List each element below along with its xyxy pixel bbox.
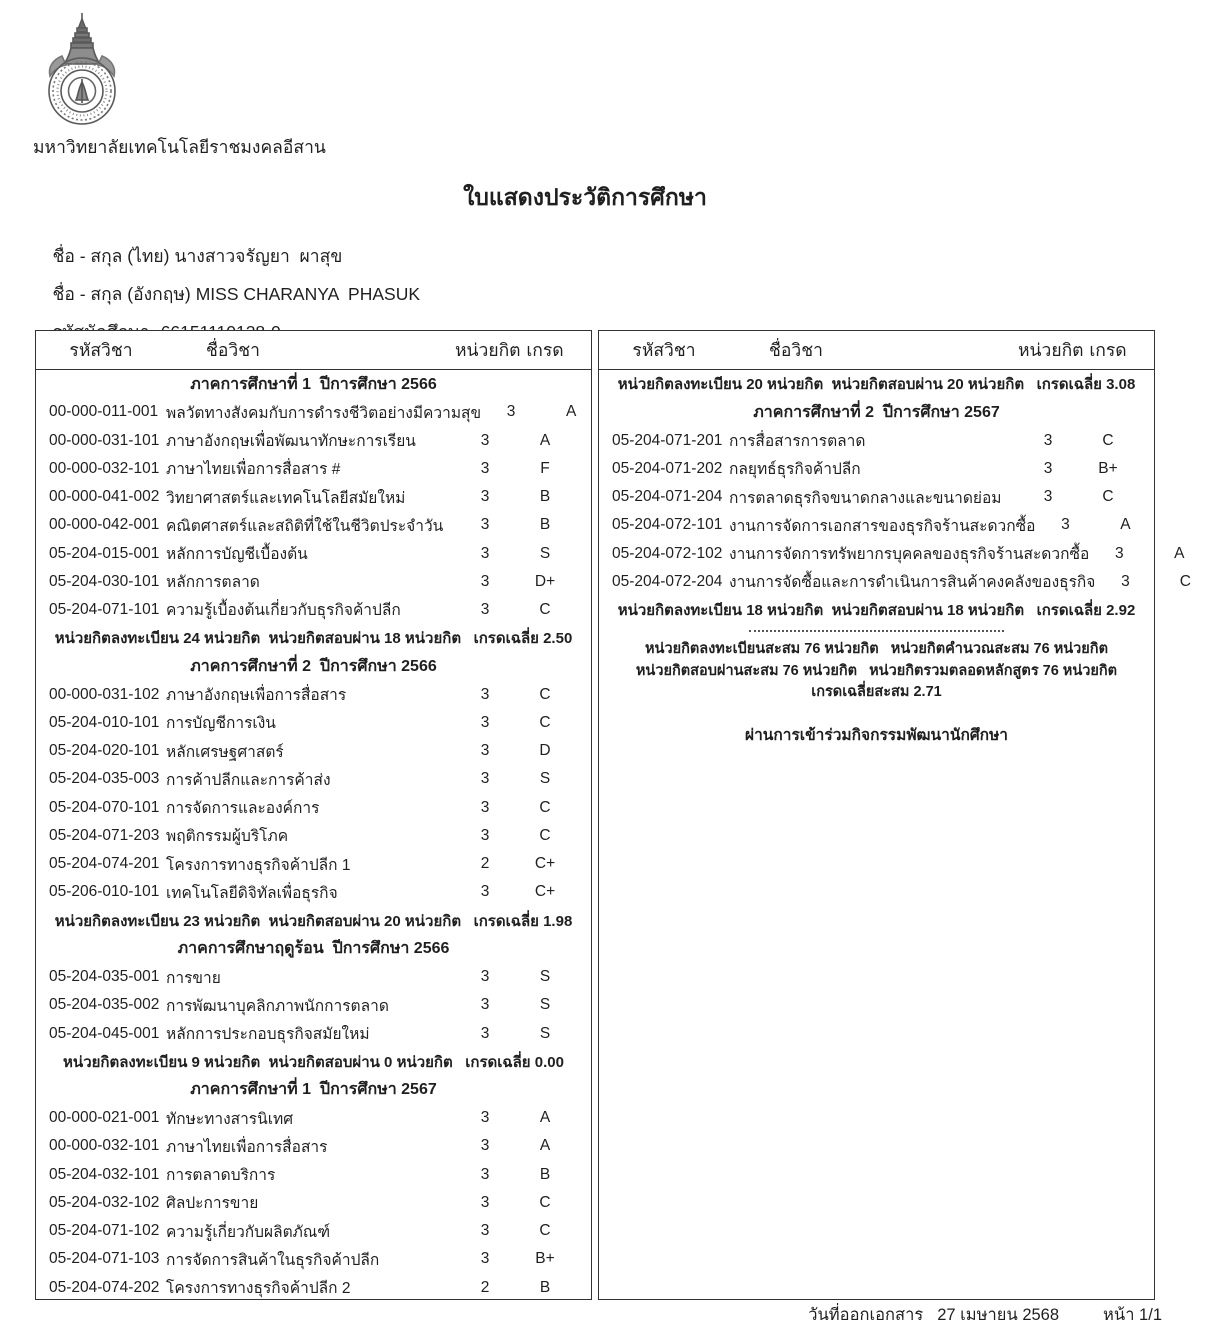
course-name: หลักการประกอบธุรกิจสมัยใหม่ xyxy=(166,1026,370,1043)
course-grade: A xyxy=(565,403,577,421)
activity-status: ผ่านการเข้าร่วมกิจกรรมพัฒนานักศึกษา xyxy=(744,726,1008,744)
column-header-course-name: ชื่อวิชา xyxy=(769,340,823,360)
column-header-grade: เกรด xyxy=(526,340,564,360)
course-grade: C xyxy=(539,713,551,731)
course-row xyxy=(36,681,591,709)
course-name: การตลาดธุรกิจขนาดกลางและขนาดย่อม xyxy=(729,489,1002,507)
cumulative-summary-line: หน่วยกิตสอบผ่านสะสม 76 หน่วยกิต หน่วยกิตรวมตลอดหลักสูตร 76 หน่วยกิต xyxy=(635,662,1118,679)
document-footer xyxy=(0,1302,1162,1328)
student-name-thai-label: ชื่อ - สกุล (ไทย) xyxy=(52,246,170,266)
dotted-line xyxy=(749,630,1004,632)
course-credit: 3 xyxy=(1121,572,1130,590)
course-grade: A xyxy=(539,1137,551,1155)
course-code: 05-204-071-203 xyxy=(49,826,160,844)
course-row xyxy=(36,709,591,737)
course-name: โครงการทางธุรกิจค้าปลีก 1 xyxy=(166,856,351,874)
table-header xyxy=(599,331,1154,370)
course-name: หลักการตลาด xyxy=(166,574,260,592)
course-name: โครงการทางธุรกิจค้าปลีก 2 xyxy=(166,1280,351,1298)
course-code: 00-000-032-101 xyxy=(49,459,160,477)
course-grade: C xyxy=(539,685,551,703)
course-name: กลยุทธ์ธุรกิจค้าปลีก xyxy=(729,461,861,479)
course-grade: C xyxy=(539,600,551,618)
course-grade: A xyxy=(539,431,551,449)
course-row xyxy=(36,1245,591,1273)
course-code: 05-204-010-101 xyxy=(49,713,160,731)
course-name: วิทยาศาสตร์และเทคโนโลยีสมัยใหม่ xyxy=(166,489,406,507)
course-row xyxy=(36,1217,591,1245)
course-code: 00-000-031-102 xyxy=(49,685,160,703)
course-name: งานการจัดการเอกสารของธุรกิจร้านสะดวกซื้อ xyxy=(729,517,1036,535)
course-name: ทักษะทางสารนิเทศ xyxy=(166,1110,294,1128)
course-credit: 3 xyxy=(480,1109,490,1127)
course-grade: S xyxy=(539,1024,551,1042)
course-credit: 3 xyxy=(1043,459,1053,477)
course-row xyxy=(599,568,1191,596)
course-code: 05-204-015-001 xyxy=(49,544,160,562)
transcript-tables xyxy=(35,330,1191,1300)
course-grade: C xyxy=(539,798,551,816)
course-row xyxy=(599,511,1154,539)
course-name: การค้าปลีกและการค้าส่ง xyxy=(166,771,331,789)
course-code: 05-204-020-101 xyxy=(49,742,160,760)
course-row xyxy=(599,455,1154,483)
course-row xyxy=(36,991,591,1019)
course-credit: 3 xyxy=(480,1137,490,1155)
course-credit: 3 xyxy=(1043,431,1053,449)
course-grade: B+ xyxy=(1098,459,1118,477)
semester-summary: หน่วยกิตลงทะเบียน 18 หน่วยกิต หน่วยกิตสอบผ่าน 18 หน่วยกิต เกรดเฉลี่ย 2.92 xyxy=(617,601,1136,619)
column-header-course-code: รหัสวิชา xyxy=(632,340,696,360)
course-name: การจัดการและองค์การ xyxy=(166,800,320,818)
course-credit: 3 xyxy=(480,742,490,760)
course-grade: B+ xyxy=(535,1250,555,1268)
course-grade: B xyxy=(539,1165,551,1183)
transcript-table-left xyxy=(35,330,592,1300)
course-code: 05-204-071-202 xyxy=(612,459,723,477)
course-grade: B xyxy=(539,488,551,506)
issue-date-value: 27 เมษายน 2568 xyxy=(937,1306,1060,1324)
course-grade: C xyxy=(1102,488,1114,506)
university-name: มหาวิทยาลัยเทคโนโลยีราชมงคลอีสาน xyxy=(33,137,326,157)
cumulative-summary xyxy=(599,638,1154,704)
course-row xyxy=(36,398,591,426)
course-row xyxy=(36,963,591,991)
course-grade: C xyxy=(539,1193,551,1211)
course-grade: C xyxy=(1102,431,1114,449)
course-row xyxy=(36,765,591,793)
course-code: 05-204-071-101 xyxy=(49,600,160,618)
student-name-english-value: MISS CHARANYA PHASUK xyxy=(195,284,421,304)
student-name-english-label: ชื่อ - สกุล (อังกฤษ) xyxy=(52,284,191,304)
course-credit: 3 xyxy=(480,1193,490,1211)
course-credit: 3 xyxy=(480,431,490,449)
semester-summary: หน่วยกิตลงทะเบียน 9 หน่วยกิต หน่วยกิตสอบผ่าน 0 หน่วยกิต เกรดเฉลี่ย 0.00 xyxy=(63,1053,564,1071)
course-credit: 3 xyxy=(480,544,490,562)
course-credit: 3 xyxy=(480,600,490,618)
course-name: การพัฒนาบุคลิกภาพนักการตลาด xyxy=(166,997,389,1015)
course-code: 05-204-072-101 xyxy=(612,516,723,534)
course-code: 05-204-035-003 xyxy=(49,770,160,788)
semester-section-header: ภาคการศึกษาที่ 1 ปีการศึกษา 2567 xyxy=(190,1081,437,1099)
course-name: หลักการบัญชีเบื้องต้น xyxy=(166,546,308,564)
cumulative-summary-line: เกรดเฉลี่ยสะสม 2.71 xyxy=(811,684,942,701)
course-name: การจัดการสินค้าในธุรกิจค้าปลีก xyxy=(166,1251,380,1269)
course-row xyxy=(599,483,1154,511)
course-name: ศิลปะการขาย xyxy=(166,1195,259,1213)
course-name: พลวัตทางสังคมกับการดำรงชีวิตอย่างมีความสุข xyxy=(166,404,482,422)
column-header-credit: หน่วยกิต xyxy=(455,340,521,360)
document-title: ใบแสดงประวัติการศึกษา xyxy=(463,184,707,210)
column-header-credit: หน่วยกิต xyxy=(1018,340,1084,360)
course-credit: 3 xyxy=(1114,544,1124,562)
course-name: การขาย xyxy=(166,969,221,987)
course-code: 05-204-071-103 xyxy=(49,1250,160,1268)
course-name: งานการจัดซื้อและการดำเนินการสินค้าคงคลังของธุรกิจ xyxy=(729,574,1096,592)
course-name: การบัญชีการเงิน xyxy=(166,715,276,733)
course-credit: 3 xyxy=(480,1250,490,1268)
course-grade: C+ xyxy=(534,855,556,873)
course-code: 05-204-074-201 xyxy=(49,855,160,873)
dotted-divider xyxy=(599,624,1154,638)
course-row xyxy=(36,822,591,850)
course-code: 05-204-071-204 xyxy=(612,488,723,506)
table-body-left xyxy=(36,370,591,1302)
course-code: 00-000-042-001 xyxy=(49,516,160,534)
course-credit: 3 xyxy=(506,403,516,421)
course-credit: 3 xyxy=(480,488,490,506)
transcript-table-right xyxy=(598,330,1191,1300)
course-code: 05-206-010-101 xyxy=(49,883,160,901)
course-name: คณิตศาสตร์และสถิติที่ใช้ในชีวิตประจำวัน xyxy=(166,517,444,535)
course-code: 05-204-030-101 xyxy=(49,572,160,590)
course-credit: 2 xyxy=(480,1278,490,1296)
page-number: หน้า 1/1 xyxy=(1103,1306,1162,1324)
course-row xyxy=(36,794,591,822)
semester-section-header: ภาคการศึกษาฤดูร้อน ปีการศึกษา 2566 xyxy=(177,940,450,958)
course-code: 05-204-072-102 xyxy=(612,544,723,562)
course-credit: 3 xyxy=(480,459,490,477)
student-name-thai-value: นางสาวจรัญยา ผาสุข xyxy=(174,246,343,266)
course-name: ภาษาไทยเพื่อการสื่อสาร # xyxy=(166,461,341,479)
course-credit: 3 xyxy=(480,798,490,816)
course-code: 00-000-041-002 xyxy=(49,488,160,506)
semester-summary: หน่วยกิตลงทะเบียน 23 หน่วยกิต หน่วยกิตสอบผ่าน 20 หน่วยกิต เกรดเฉลี่ย 1.98 xyxy=(54,912,573,930)
course-grade: D+ xyxy=(534,572,556,590)
course-row xyxy=(599,426,1154,454)
course-credit: 3 xyxy=(480,1222,490,1240)
course-name: ความรู้เกี่ยวกับผลิตภัณฑ์ xyxy=(166,1223,331,1241)
course-code: 00-000-011-001 xyxy=(49,403,159,421)
course-name: งานการจัดการทรัพยากรบุคคลของธุรกิจร้านสะดวกซื้อ xyxy=(729,546,1090,564)
course-row xyxy=(36,878,591,906)
course-row xyxy=(36,737,591,765)
course-name: พฤติกรรมผู้บริโภค xyxy=(166,828,289,846)
course-row xyxy=(36,1161,591,1189)
course-code: 05-204-072-204 xyxy=(612,572,723,590)
semester-summary: หน่วยกิตลงทะเบียน 20 หน่วยกิต หน่วยกิตสอบผ่าน 20 หน่วยกิต เกรดเฉลี่ย 3.08 xyxy=(617,376,1136,394)
course-grade: C xyxy=(539,826,551,844)
university-seal-logo xyxy=(38,12,126,127)
course-credit: 3 xyxy=(1061,516,1070,534)
course-grade: A xyxy=(1174,544,1185,562)
course-grade: S xyxy=(539,770,551,788)
column-header-course-code: รหัสวิชา xyxy=(69,340,133,360)
course-code: 00-000-021-001 xyxy=(49,1109,160,1127)
course-grade: A xyxy=(539,1109,551,1127)
table-body-right xyxy=(599,370,1191,1299)
course-code: 05-204-045-001 xyxy=(49,1024,160,1042)
cumulative-summary-line: หน่วยกิตลงทะเบียนสะสม 76 หน่วยกิต หน่วยกิตคำนวณสะสม 76 หน่วยกิต xyxy=(645,641,1108,658)
course-row xyxy=(36,483,591,511)
course-name: เทคโนโลยีดิจิทัลเพื่อธุรกิจ xyxy=(166,884,338,902)
university-seal-icon xyxy=(38,12,126,127)
issue-date-label: วันที่ออกเอกสาร xyxy=(808,1306,924,1324)
course-credit: 3 xyxy=(480,685,490,703)
course-credit: 3 xyxy=(1043,488,1053,506)
course-row xyxy=(36,1104,591,1132)
course-grade: F xyxy=(540,459,550,477)
course-code: 05-204-032-101 xyxy=(49,1165,160,1183)
column-header-course-name: ชื่อวิชา xyxy=(206,340,260,360)
course-credit: 3 xyxy=(480,826,490,844)
course-row xyxy=(36,850,591,878)
course-row xyxy=(599,539,1185,567)
course-name: ภาษาอังกฤษเพื่อพัฒนาทักษะการเรียน xyxy=(166,433,416,451)
course-name: การสื่อสารการตลาด xyxy=(729,433,866,451)
semester-section-header: ภาคการศึกษาที่ 1 ปีการศึกษา 2566 xyxy=(190,375,437,393)
course-code: 05-204-032-102 xyxy=(49,1193,160,1211)
course-row xyxy=(36,455,591,483)
course-row xyxy=(36,568,591,596)
column-header-grade: เกรด xyxy=(1089,340,1127,360)
course-name: ภาษาอังกฤษเพื่อการสื่อสาร xyxy=(166,687,347,705)
semester-summary: หน่วยกิตลงทะเบียน 24 หน่วยกิต หน่วยกิตสอบผ่าน 18 หน่วยกิต เกรดเฉลี่ย 2.50 xyxy=(54,630,573,648)
course-credit: 3 xyxy=(480,516,490,534)
course-grade: C xyxy=(1179,572,1191,590)
course-credit: 3 xyxy=(480,713,490,731)
course-credit: 3 xyxy=(480,996,490,1014)
course-row xyxy=(36,1274,591,1302)
course-name: ความรู้เบื้องต้นเกี่ยวกับธุรกิจค้าปลีก xyxy=(166,602,401,620)
course-code: 05-204-074-202 xyxy=(49,1278,160,1296)
course-row xyxy=(36,1132,591,1160)
course-credit: 3 xyxy=(480,1024,490,1042)
course-code: 00-000-031-101 xyxy=(49,431,160,449)
semester-section-header: ภาคการศึกษาที่ 2 ปีการศึกษา 2567 xyxy=(753,403,1000,421)
course-row xyxy=(36,511,591,539)
course-row xyxy=(36,1019,591,1047)
course-row xyxy=(36,539,591,567)
course-grade: C+ xyxy=(534,883,556,901)
semester-section-header: ภาคการศึกษาที่ 2 ปีการศึกษา 2566 xyxy=(190,657,437,675)
table-header xyxy=(36,331,591,370)
course-code: 05-204-035-002 xyxy=(49,996,160,1014)
course-grade: S xyxy=(539,996,551,1014)
course-credit: 3 xyxy=(480,770,490,788)
course-row xyxy=(36,1189,591,1217)
course-code: 05-204-071-201 xyxy=(612,431,723,449)
course-credit: 2 xyxy=(480,855,490,873)
course-grade: S xyxy=(539,968,551,986)
course-row xyxy=(36,596,591,624)
course-grade: B xyxy=(539,516,551,534)
course-name: ภาษาไทยเพื่อการสื่อสาร xyxy=(166,1138,328,1156)
course-credit: 3 xyxy=(480,1165,490,1183)
course-row xyxy=(36,426,591,454)
course-credit: 3 xyxy=(480,883,490,901)
course-grade: D xyxy=(539,742,551,760)
course-grade: S xyxy=(539,544,551,562)
course-grade: B xyxy=(539,1278,551,1296)
course-name: หลักเศรษฐศาสตร์ xyxy=(166,743,284,761)
course-credit: 3 xyxy=(480,572,490,590)
course-credit: 3 xyxy=(480,968,490,986)
course-grade: A xyxy=(1120,516,1131,534)
course-code: 05-204-035-001 xyxy=(49,968,160,986)
course-code: 05-204-070-101 xyxy=(49,798,160,816)
course-code: 00-000-032-101 xyxy=(49,1137,160,1155)
course-name: การตลาดบริการ xyxy=(166,1167,276,1185)
course-grade: C xyxy=(539,1222,551,1240)
course-code: 05-204-071-102 xyxy=(49,1222,160,1240)
